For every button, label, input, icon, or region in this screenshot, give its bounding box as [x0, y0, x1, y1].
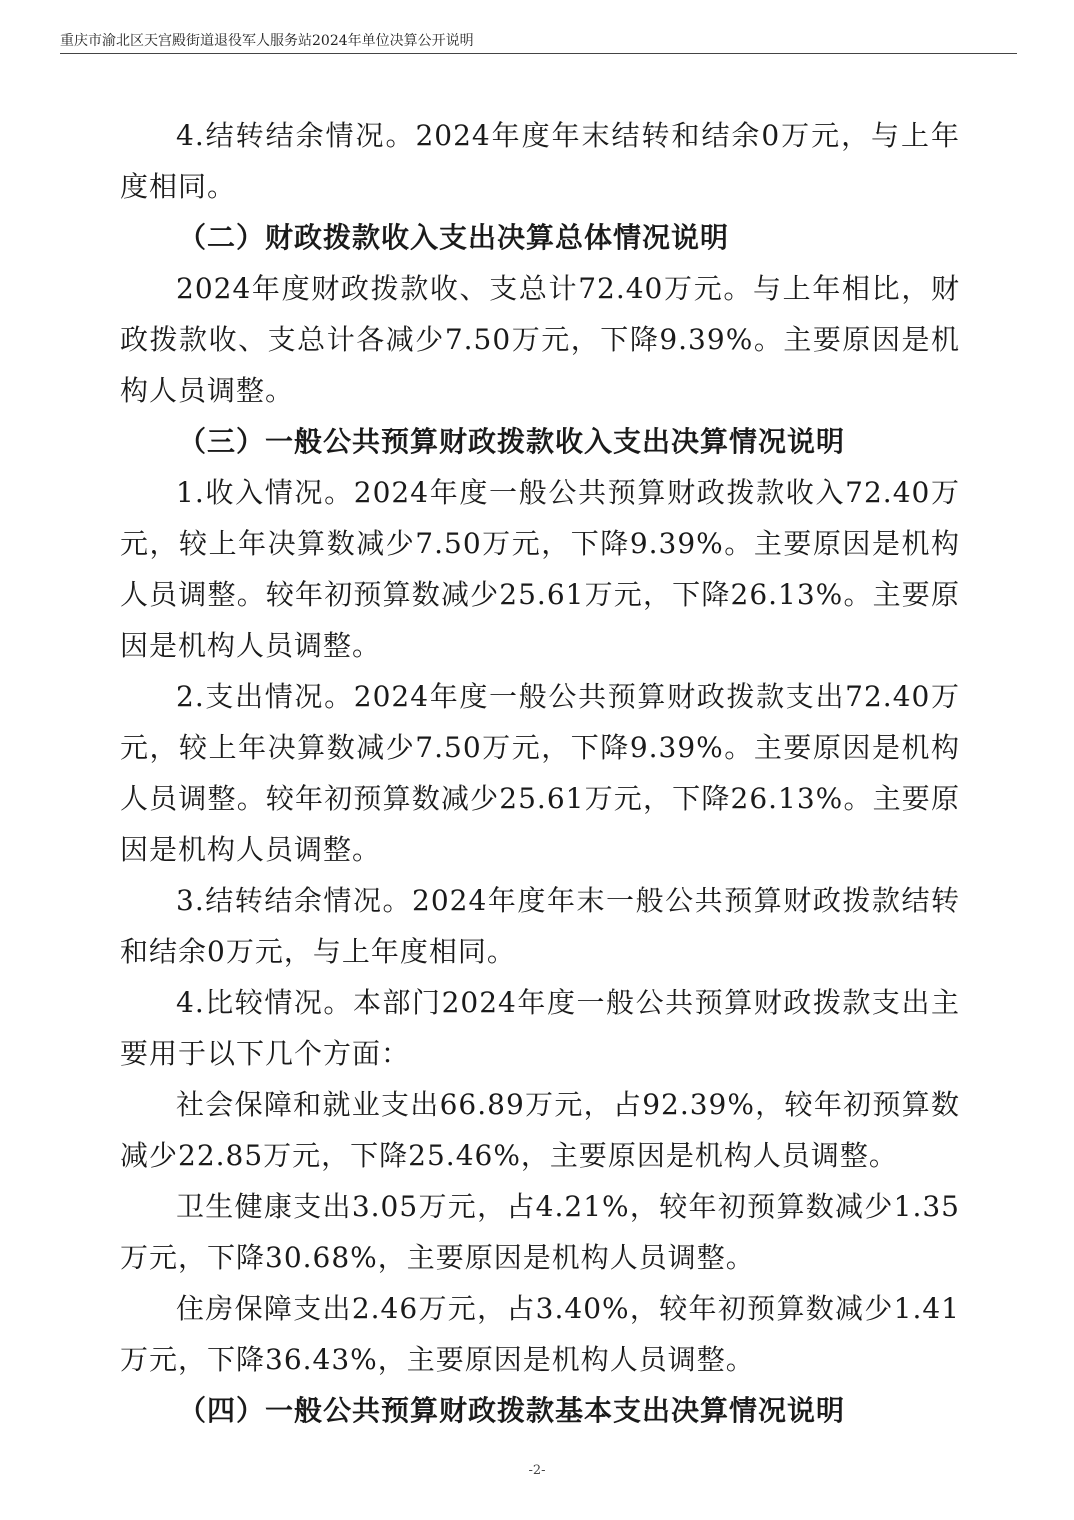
document-body — [120, 110, 960, 1436]
paragraph-expenditure: 2.支出情况。2024年度一般公共预算财政拨款支出72.40万元，较上年决算数减少7.50万元，下降9.39%。主要原因是机构人员调整。较年初预算数减少25.61万元，下降26.13%。主要原因是机构人员调整。 — [120, 680, 960, 866]
running-header: 重庆市渝北区天宫殿街道退役军人服务站2024年单位决算公开说明 — [60, 33, 474, 49]
header-divider — [60, 53, 1017, 54]
paragraph-comparison: 4.比较情况。本部门2024年度一般公共预算财政拨款支出主要用于以下几个方面： — [120, 986, 960, 1070]
paragraph-social-security: 社会保障和就业支出66.89万元，占92.39%，较年初预算数减少22.85万元，下降25.46%，主要原因是机构人员调整。 — [120, 1088, 960, 1172]
paragraph-fiscal-overview: 2024年度财政拨款收、支总计72.40万元。与上年相比，财政拨款收、支总计各减少7.50万元，下降9.39%。主要原因是机构人员调整。 — [120, 272, 960, 407]
paragraph-general-carryover: 3.结转结余情况。2024年度年末一般公共预算财政拨款结转和结余0万元，与上年度相同。 — [120, 884, 960, 968]
paragraph-housing: 住房保障支出2.46万元，占3.40%，较年初预算数减少1.41万元，下降36.43%，主要原因是机构人员调整。 — [120, 1292, 960, 1376]
page-number: -2- — [528, 1463, 546, 1478]
paragraph-income: 1.收入情况。2024年度一般公共预算财政拨款收入72.40万元，较上年决算数减少7.50万元，下降9.39%。主要原因是机构人员调整。较年初预算数减少25.61万元，下降26.13%。主要原因是机构人员调整。 — [120, 476, 960, 662]
section-heading-2: （二）财政拨款收入支出决算总体情况说明 — [178, 221, 730, 254]
paragraph-carryover-balance: 4.结转结余情况。2024年度年末结转和结余0万元，与上年度相同。 — [120, 119, 960, 203]
section-heading-3: （三）一般公共预算财政拨款收入支出决算情况说明 — [178, 425, 846, 458]
paragraph-health: 卫生健康支出3.05万元，占4.21%，较年初预算数减少1.35万元，下降30.68%，主要原因是机构人员调整。 — [120, 1190, 960, 1274]
section-heading-4: （四）一般公共预算财政拨款基本支出决算情况说明 — [178, 1394, 846, 1427]
